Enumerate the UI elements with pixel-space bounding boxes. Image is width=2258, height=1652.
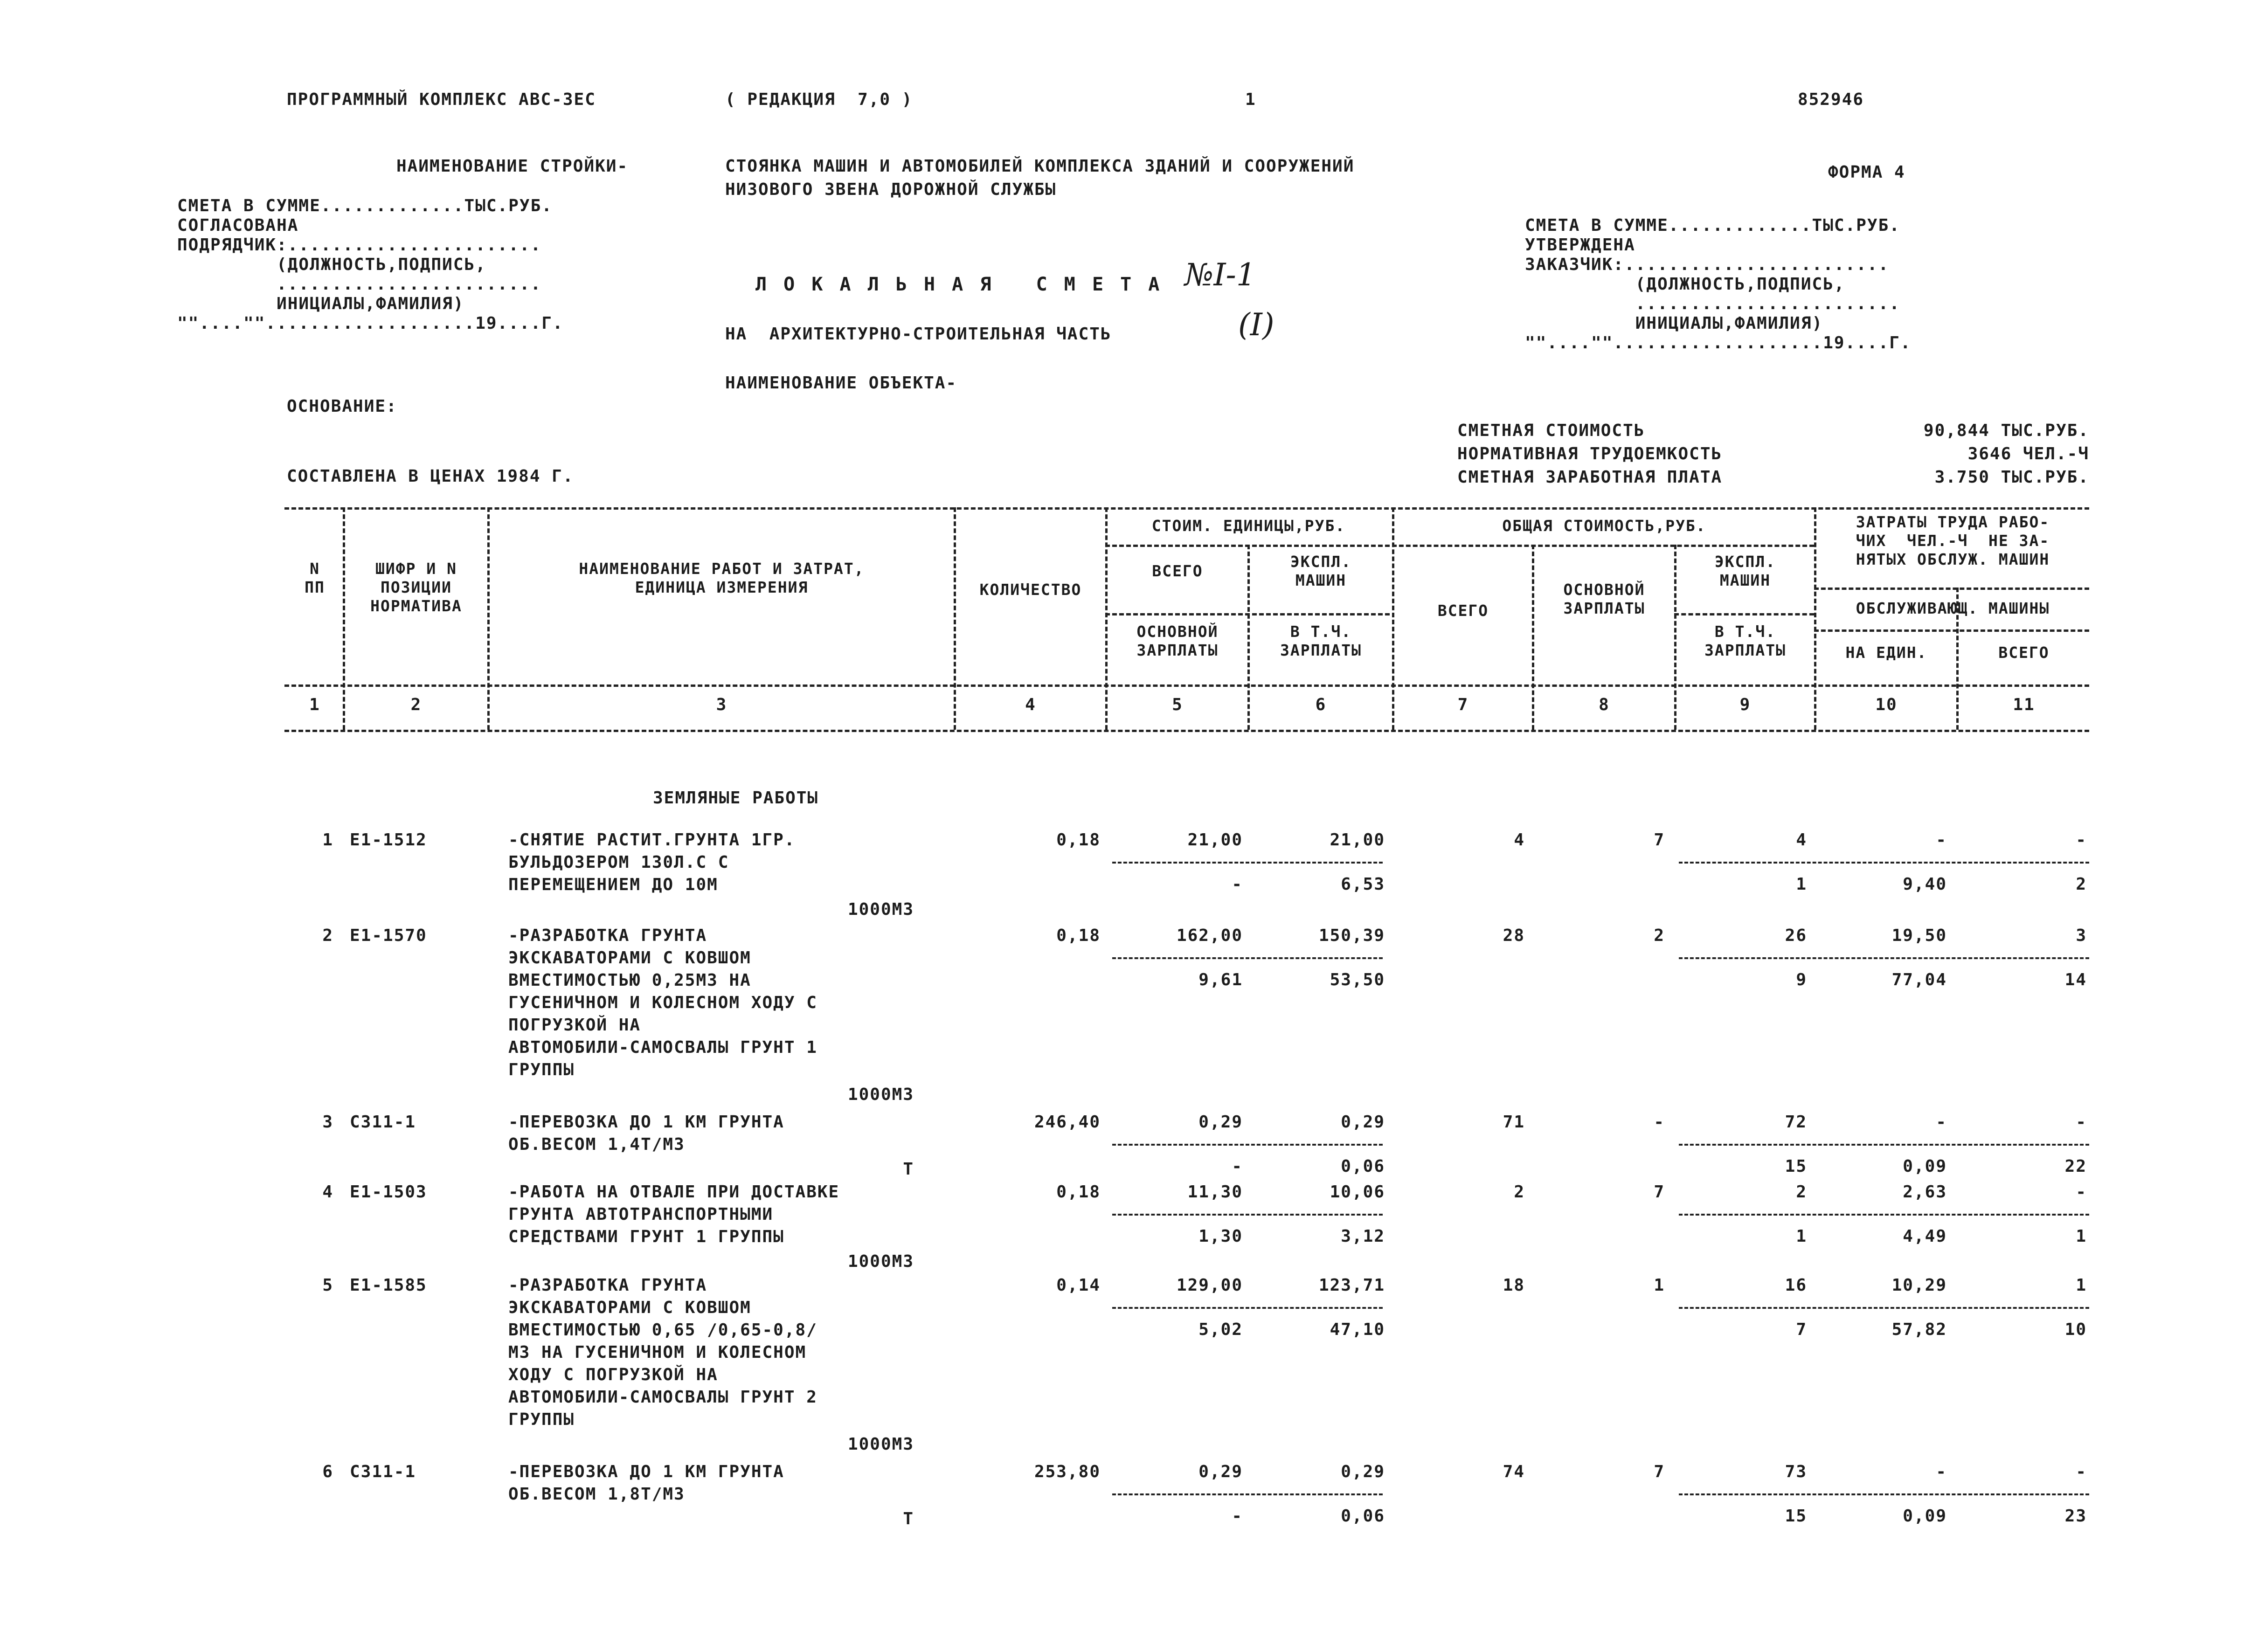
th-col9-machines: ЭКСПЛ. МАШИН xyxy=(1714,553,1776,589)
labor-per-unit: - xyxy=(1936,1113,1947,1132)
labor-service-total: 2 xyxy=(2076,875,2087,894)
total-base-wage: 1 xyxy=(1654,1276,1665,1295)
column-number-4: 4 xyxy=(1025,695,1036,714)
unit-cost-machine-wage: 6,53 xyxy=(1341,875,1385,894)
th-col6-wage: В Т.Ч. ЗАРПЛАТЫ xyxy=(1280,622,1362,659)
section-title: ЗЕМЛЯНЫЕ РАБОТЫ xyxy=(653,788,819,808)
column-number-10: 10 xyxy=(1875,695,1898,714)
total-cost: 2 xyxy=(1514,1182,1525,1202)
labor-service-total: 22 xyxy=(2064,1157,2087,1176)
total-cost: 74 xyxy=(1503,1462,1525,1481)
column-number-5: 5 xyxy=(1172,695,1183,714)
labor-total: - xyxy=(2076,1182,2087,1202)
row-description: ГУСЕНИЧНОМ И КОЛЕСНОМ ХОДУ С xyxy=(508,993,817,1012)
estimate-part: (I) xyxy=(1238,307,1274,343)
unit-cost-total: 21,00 xyxy=(1187,830,1243,850)
total-cost: 28 xyxy=(1503,926,1525,945)
column-number-2: 2 xyxy=(410,695,422,714)
row-description: -РАБОТА НА ОТВАЛЕ ПРИ ДОСТАВКЕ xyxy=(508,1182,840,1202)
row-description: -РАЗРАБОТКА ГРУНТА xyxy=(508,1276,707,1295)
agreed-line-1: СОГЛАСОВАНА xyxy=(177,216,299,235)
agreed-line-4: ........................ xyxy=(177,275,542,294)
labor-per-unit: - xyxy=(1936,830,1947,850)
subtotal-divider xyxy=(1112,1493,1383,1495)
row-code: С311-1 xyxy=(350,1462,416,1481)
total-machines: 72 xyxy=(1785,1113,1807,1132)
total-cost: 71 xyxy=(1503,1113,1525,1132)
labor-per-unit: 10,29 xyxy=(1891,1276,1947,1295)
unit-cost-machines: 150,39 xyxy=(1318,926,1385,945)
unit-cost-total: 11,30 xyxy=(1187,1182,1243,1202)
row-description: ОБ.ВЕСОМ 1,8Т/М3 xyxy=(508,1485,685,1504)
labor-total: 1 xyxy=(2076,1276,2087,1295)
total-value-labor: 3646 ЧЕЛ.-Ч xyxy=(1967,444,2089,463)
column-number-11: 11 xyxy=(2013,695,2035,714)
th-quantity: КОЛИЧЕСТВО xyxy=(979,581,1082,599)
row-unit: Т xyxy=(903,1160,914,1179)
approved-line-3: (ДОЛЖНОСТЬ,ПОДПИСЬ, xyxy=(1525,275,1845,294)
unit-cost-machines: 10,06 xyxy=(1330,1182,1385,1202)
row-quantity: 0,18 xyxy=(1056,926,1101,945)
row-quantity: 0,18 xyxy=(1056,830,1101,850)
total-machines: 4 xyxy=(1796,830,1807,850)
labor-service-total: 23 xyxy=(2064,1507,2087,1526)
labor-service-per-unit: 9,40 xyxy=(1903,875,1947,894)
subtotal-divider xyxy=(1679,1307,2089,1309)
unit-cost-wage: 1,30 xyxy=(1198,1227,1243,1246)
total-machines: 16 xyxy=(1785,1276,1807,1295)
unit-cost-total: 0,29 xyxy=(1198,1462,1243,1481)
page-number: 1 xyxy=(1245,90,1256,109)
unit-cost-machines: 0,29 xyxy=(1341,1113,1385,1132)
object-name-label: НАИМЕНОВАНИЕ ОБЪЕКТА- xyxy=(725,373,957,393)
approved-line-2: ЗАКАЗЧИК:........................ xyxy=(1525,255,1890,274)
row-description: БУЛЬДОЗЕРОМ 130Л.С С xyxy=(508,853,729,872)
th-col11-all: ВСЕГО xyxy=(1998,643,2050,662)
unit-cost-wage: - xyxy=(1232,1507,1243,1526)
subtotal-divider xyxy=(1112,957,1383,959)
row-number: 2 xyxy=(322,926,333,945)
approved-line-0: СМЕТА В СУММЕ.............ТЫС.РУБ. xyxy=(1525,216,1900,235)
unit-cost-machine-wage: 3,12 xyxy=(1341,1227,1385,1246)
row-description: ГРУППЫ xyxy=(508,1410,575,1429)
column-number-1: 1 xyxy=(309,695,320,714)
th-labor: ЗАТРАТЫ ТРУДА РАБО- ЧИХ ЧЕЛ.-Ч НЕ ЗА- НЯТЫХ ОБСЛУЖ. МАШИН xyxy=(1856,513,2050,568)
total-value-wage: 3.750 ТЫС.РУБ. xyxy=(1934,468,2089,487)
total-base-wage: 2 xyxy=(1654,926,1665,945)
column-number-8: 8 xyxy=(1599,695,1610,714)
labor-service-per-unit: 4,49 xyxy=(1903,1227,1947,1246)
agreed-line-6: ""....""...................19....Г. xyxy=(177,314,564,333)
th-total-cost: ОБЩАЯ СТОИМОСТЬ,РУБ. xyxy=(1502,517,1706,535)
row-unit: 1000М3 xyxy=(847,900,914,919)
approved-line-1: УТВЕРЖДЕНА xyxy=(1525,235,1635,255)
basis-label: ОСНОВАНИЕ: xyxy=(287,397,397,416)
row-description: ПЕРЕМЕЩЕНИЕМ ДО 10М xyxy=(508,875,718,894)
estimate-title: Л О К А Л Ь Н А Я С М Е Т А xyxy=(755,274,1163,295)
row-unit: 1000М3 xyxy=(847,1435,914,1454)
subtotal-divider xyxy=(1112,1214,1383,1216)
row-unit: 1000М3 xyxy=(847,1085,914,1104)
total-label-labor: НОРМАТИВНАЯ ТРУДОЕМКОСТЬ xyxy=(1457,444,1723,463)
row-description: ОБ.ВЕСОМ 1,4Т/М3 xyxy=(508,1135,685,1154)
total-base-wage: 7 xyxy=(1654,830,1665,850)
th-col5-all: ВСЕГО xyxy=(1152,562,1203,580)
unit-cost-machine-wage: 0,06 xyxy=(1341,1157,1385,1176)
subtotal-divider xyxy=(1679,1144,2089,1146)
row-number: 3 xyxy=(322,1113,333,1132)
total-value-cost: 90,844 ТЫС.РУБ. xyxy=(1923,421,2089,440)
th-number: N ПП xyxy=(305,560,325,596)
total-label-wage: СМЕТНАЯ ЗАРАБОТНАЯ ПЛАТА xyxy=(1457,468,1723,487)
form-number: ФОРМА 4 xyxy=(1828,163,1905,182)
total-machine-wage: 1 xyxy=(1796,1227,1807,1246)
total-cost: 4 xyxy=(1514,830,1525,850)
row-description: ВМЕСТИМОСТЬЮ 0,25М3 НА xyxy=(508,971,751,990)
row-quantity: 246,40 xyxy=(1034,1113,1101,1132)
row-number: 5 xyxy=(322,1276,333,1295)
approved-line-5: ИНИЦИАЛЫ,ФАМИЛИЯ) xyxy=(1525,314,1823,333)
unit-cost-total: 0,29 xyxy=(1198,1113,1243,1132)
unit-cost-machines: 0,29 xyxy=(1341,1462,1385,1481)
row-code: С311-1 xyxy=(350,1113,416,1132)
total-machines: 2 xyxy=(1796,1182,1807,1202)
agreed-line-5: ИНИЦИАЛЫ,ФАМИЛИЯ) xyxy=(177,294,464,313)
subtotal-divider xyxy=(1112,862,1383,864)
row-unit: Т xyxy=(903,1509,914,1528)
labor-service-per-unit: 0,09 xyxy=(1903,1507,1947,1526)
subtotal-divider xyxy=(1679,862,2089,864)
agreed-line-0: СМЕТА В СУММЕ.............ТЫС.РУБ. xyxy=(177,196,553,215)
th-work-name: НАИМЕНОВАНИЕ РАБОТ И ЗАТРАТ, ЕДИНИЦА ИЗМЕРЕНИЯ xyxy=(579,560,865,596)
edition: ( РЕДАКЦИЯ 7,0 ) xyxy=(725,90,913,109)
row-description: ПОГРУЗКОЙ НА xyxy=(508,1016,641,1035)
total-machine-wage: 1 xyxy=(1796,875,1807,894)
row-unit: 1000М3 xyxy=(847,1252,914,1271)
row-code: Е1-1585 xyxy=(350,1276,427,1295)
row-description: ГРУНТА АВТОТРАНСПОРТНЫМИ xyxy=(508,1205,774,1224)
total-cost: 18 xyxy=(1503,1276,1525,1295)
total-machine-wage: 9 xyxy=(1796,970,1807,989)
row-description: М3 НА ГУСЕНИЧНОМ И КОЛЕСНОМ xyxy=(508,1343,807,1362)
unit-cost-total: 162,00 xyxy=(1176,926,1243,945)
th-col7-all: ВСЕГО xyxy=(1437,601,1489,620)
subtotal-divider xyxy=(1679,1493,2089,1495)
subtotal-divider xyxy=(1679,1214,2089,1216)
estimate-number: №I-1 xyxy=(1184,257,1256,293)
row-number: 4 xyxy=(322,1182,333,1202)
th-col6-machines: ЭКСПЛ. МАШИН xyxy=(1290,553,1352,589)
labor-total: - xyxy=(2076,1113,2087,1132)
labor-service-total: 10 xyxy=(2064,1320,2087,1339)
row-description: -РАЗРАБОТКА ГРУНТА xyxy=(508,926,707,945)
total-base-wage: - xyxy=(1654,1113,1665,1132)
labor-total: - xyxy=(2076,830,2087,850)
construction-name-line2: НИЗОВОГО ЗВЕНА ДОРОЖНОЙ СЛУЖБЫ xyxy=(725,180,1057,199)
total-base-wage: 7 xyxy=(1654,1462,1665,1481)
total-machines: 26 xyxy=(1785,926,1807,945)
row-description: -ПЕРЕВОЗКА ДО 1 КМ ГРУНТА xyxy=(508,1462,784,1481)
agreed-line-3: (ДОЛЖНОСТЬ,ПОДПИСЬ, xyxy=(177,255,486,274)
labor-per-unit: 2,63 xyxy=(1903,1182,1947,1202)
construction-label: НАИМЕНОВАНИЕ СТРОЙКИ- xyxy=(396,157,629,176)
row-description: ЭКСКАВАТОРАМИ С КОВШОМ xyxy=(508,948,751,968)
subtotal-divider xyxy=(1679,957,2089,959)
unit-cost-wage: - xyxy=(1232,1157,1243,1176)
unit-cost-wage: - xyxy=(1232,875,1243,894)
unit-cost-machine-wage: 0,06 xyxy=(1341,1507,1385,1526)
th-col5-wage: ОСНОВНОЙ ЗАРПЛАТЫ xyxy=(1136,622,1219,659)
approved-line-6: ""....""...................19....Г. xyxy=(1525,333,1912,353)
approved-line-4: ........................ xyxy=(1525,294,1900,313)
unit-cost-wage: 9,61 xyxy=(1198,970,1243,989)
labor-service-per-unit: 77,04 xyxy=(1891,970,1947,989)
column-number-7: 7 xyxy=(1457,695,1469,714)
th-col8-wage: ОСНОВНОЙ ЗАРПЛАТЫ xyxy=(1563,581,1645,617)
row-code: Е1-1512 xyxy=(350,830,427,850)
row-code: Е1-1503 xyxy=(350,1182,427,1202)
unit-cost-wage: 5,02 xyxy=(1198,1320,1243,1339)
total-base-wage: 7 xyxy=(1654,1182,1665,1202)
labor-total: 3 xyxy=(2076,926,2087,945)
program-name: ПРОГРАММНЫЙ КОМПЛЕКС АВС-ЗЕС xyxy=(287,90,596,109)
labor-service-total: 1 xyxy=(2076,1227,2087,1246)
th-unit-cost: СТОИМ. ЕДИНИЦЫ,РУБ. xyxy=(1151,517,1346,535)
row-code: Е1-1570 xyxy=(350,926,427,945)
th-serving: ОБСЛУЖИВАЮЩ. МАШИНЫ xyxy=(1856,599,2050,617)
column-number-3: 3 xyxy=(716,695,727,714)
unit-cost-total: 129,00 xyxy=(1176,1276,1243,1295)
total-machines: 73 xyxy=(1785,1462,1807,1481)
construction-name-line1: СТОЯНКА МАШИН И АВТОМОБИЛЕЙ КОМПЛЕКСА ЗДАНИЙ И СООРУЖЕНИЙ xyxy=(725,157,1355,176)
labor-service-per-unit: 57,82 xyxy=(1891,1320,1947,1339)
unit-cost-machine-wage: 47,10 xyxy=(1330,1320,1385,1339)
unit-cost-machines: 123,71 xyxy=(1318,1276,1385,1295)
unit-cost-machine-wage: 53,50 xyxy=(1330,970,1385,989)
labor-per-unit: 19,50 xyxy=(1891,926,1947,945)
row-number: 6 xyxy=(322,1462,333,1481)
row-description: -СНЯТИЕ РАСТИТ.ГРУНТА 1ГР. xyxy=(508,830,796,850)
row-description: АВТОМОБИЛИ-САМОСВАЛЫ ГРУНТ 2 xyxy=(508,1388,817,1407)
row-quantity: 0,18 xyxy=(1056,1182,1101,1202)
row-description: ЭКСКАВАТОРАМИ С КОВШОМ xyxy=(508,1298,751,1317)
total-machine-wage: 15 xyxy=(1785,1157,1807,1176)
labor-total: - xyxy=(2076,1462,2087,1481)
total-machine-wage: 7 xyxy=(1796,1320,1807,1339)
document-number: 852946 xyxy=(1798,90,1864,109)
row-description: АВТОМОБИЛИ-САМОСВАЛЫ ГРУНТ 1 xyxy=(508,1038,817,1057)
row-number: 1 xyxy=(322,830,333,850)
row-description: ХОДУ С ПОГРУЗКОЙ НА xyxy=(508,1365,718,1384)
subtotal-divider xyxy=(1112,1144,1383,1146)
row-description: -ПЕРЕВОЗКА ДО 1 КМ ГРУНТА xyxy=(508,1113,784,1132)
estimate-for: НА АРХИТЕКТУРНО-СТРОИТЕЛЬНАЯ ЧАСТЬ xyxy=(725,325,1112,344)
agreed-line-2: ПОДРЯДЧИК:....................... xyxy=(177,235,542,255)
total-machine-wage: 15 xyxy=(1785,1507,1807,1526)
subtotal-divider xyxy=(1112,1307,1383,1309)
th-code: ШИФР И N ПОЗИЦИИ НОРМАТИВА xyxy=(370,560,462,615)
total-label-cost: СМЕТНАЯ СТОИМОСТЬ xyxy=(1457,421,1645,440)
th-per-unit: НА ЕДИН. xyxy=(1845,643,1927,662)
row-description: ГРУППЫ xyxy=(508,1060,575,1079)
column-number-6: 6 xyxy=(1315,695,1327,714)
unit-cost-machines: 21,00 xyxy=(1330,830,1385,850)
row-description: ВМЕСТИМОСТЬЮ 0,65 /0,65-0,8/ xyxy=(508,1320,817,1340)
price-level: СОСТАВЛЕНА В ЦЕНАХ 1984 Г. xyxy=(287,467,574,486)
column-number-9: 9 xyxy=(1739,695,1751,714)
th-col9-wage: В Т.Ч. ЗАРПЛАТЫ xyxy=(1704,622,1786,659)
row-quantity: 253,80 xyxy=(1034,1462,1101,1481)
row-quantity: 0,14 xyxy=(1056,1276,1101,1295)
labor-service-total: 14 xyxy=(2064,970,2087,989)
labor-service-per-unit: 0,09 xyxy=(1903,1157,1947,1176)
row-description: СРЕДСТВАМИ ГРУНТ 1 ГРУППЫ xyxy=(508,1227,784,1246)
labor-per-unit: - xyxy=(1936,1462,1947,1481)
